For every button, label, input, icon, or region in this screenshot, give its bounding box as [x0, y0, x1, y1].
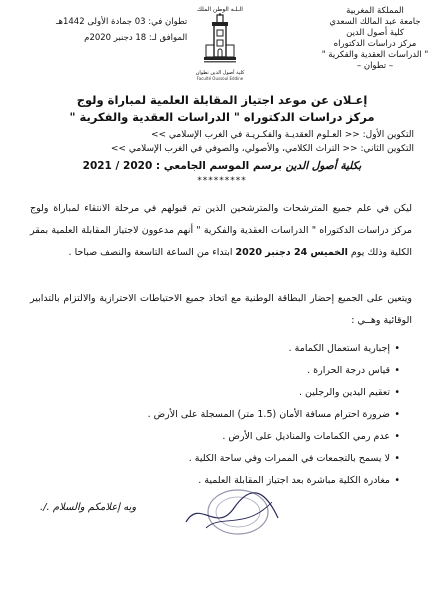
measure-text: عدم رمي الكمامات والمناديل على الأرض .: [222, 431, 390, 442]
measure-text: مغادرة الكلية مباشرة بعد اجتياز المقابلة العلمية .: [198, 475, 390, 486]
faculty-name: كلية أصول الدين: [346, 28, 404, 38]
season-year: برسم الموسم الجامعي : 2020 / 2021: [82, 160, 282, 172]
list-item: [40, 360, 400, 382]
bullet-icon: •: [394, 365, 400, 376]
center-specialty: " الدراسات العقدية والفكرية ": [321, 50, 429, 60]
measure-text: لا يسمح بالتجمعات في الممرات وفي ساحة الكلية .: [188, 453, 390, 464]
city-name: – تطوان –: [356, 61, 394, 71]
measure-text: تعقيم اليدين والرجلين .: [298, 387, 390, 398]
track-first: التكوين الأول: << العـلوم العقديـة والفكـريـة في الغرب الإسلامي >>: [150, 130, 414, 140]
separator-stars: *********: [197, 176, 247, 186]
bullet-icon: •: [394, 387, 400, 398]
paragraph-requirements: ويتعين على الجميع إحضار البطاقة الوطنية مع اتخاذ جميع الاحتياطات الاحترازية والالتزام بالتدابير الوقائية وهــي :: [30, 293, 412, 326]
bullet-icon: •: [394, 431, 400, 442]
academic-season: [0, 160, 444, 172]
bullet-icon: •: [394, 343, 400, 354]
bullet-icon: •: [394, 475, 400, 486]
announcement-title: إعـلان عن موعد اجتياز المقابلة العلمية لمباراة ولوج: [76, 93, 368, 107]
logo-caption-latin: Faculté Oussoul Eddine: [196, 76, 244, 81]
institution-header: [316, 6, 434, 72]
interview-date: الخميس 24 دجنبر 2020: [235, 247, 348, 258]
paragraph-invitation: [30, 198, 412, 264]
track-second: التكوين الثاني: << التراث الكلامي، والأصولي، والصوفي في الغرب الإسلامي >>: [110, 144, 414, 154]
measure-text: إجبارية استعمال الكمامة .: [288, 343, 390, 354]
closing-phrase: وبه إعلامكم والسلام ./.: [40, 502, 137, 513]
measures-list: [40, 338, 400, 492]
center-title: مركز دراسات الدكتوراه " الدراسات العقدية والفكرية ": [69, 110, 375, 124]
gregorian-date: الموافق لـ: 18 دجنبر 2020م: [84, 33, 188, 43]
list-item: [40, 382, 400, 404]
paragraph-invitation-text: ليكن في علم جميع المترشحات والمترشحين الذين تم قبولهم في مرحلة الانتقاء لمباراة ولوج مركز دراسات الدكتوراه " الدراسات العقدية والفكرية " أنهم مدعوون لاجتياز المقابلة العلمية بمقر الكلية وذلك يوم: [30, 203, 412, 258]
measure-text: ضرورة احترام مسافة الأمان (1.5 متر) المسجلة على الأرض .: [147, 409, 390, 420]
list-item: [40, 426, 400, 448]
logo-motto: الـلـه الوطن الملك: [197, 6, 243, 13]
hijri-date: تطوان في: 03 جمادة الأولى 1442هـ: [56, 17, 188, 27]
paragraph-invitation-time: ابتداء من الساعة التاسعة والنصف صباحا .: [68, 247, 233, 258]
logo-caption: كلية أصول الدين تطوان: [195, 70, 245, 76]
season-faculty: بكلية أصول الدين: [285, 160, 362, 172]
date-block: [56, 14, 187, 46]
university-name: جامعة عبد المالك السعدي: [329, 17, 421, 27]
faculty-logo: [194, 6, 246, 81]
bullet-icon: •: [394, 453, 400, 464]
minaret-logo-icon: [200, 13, 240, 65]
doctorate-center: مركز دراسات الدكتوراه: [333, 39, 417, 49]
list-item: [40, 338, 400, 360]
list-item: [40, 448, 400, 470]
list-item: [40, 404, 400, 426]
kingdom-name: المملكة المغربية: [346, 6, 404, 16]
official-stamp-icon: [176, 478, 286, 544]
bullet-icon: •: [394, 409, 400, 420]
measure-text: قياس درجة الحرارة .: [307, 365, 390, 376]
